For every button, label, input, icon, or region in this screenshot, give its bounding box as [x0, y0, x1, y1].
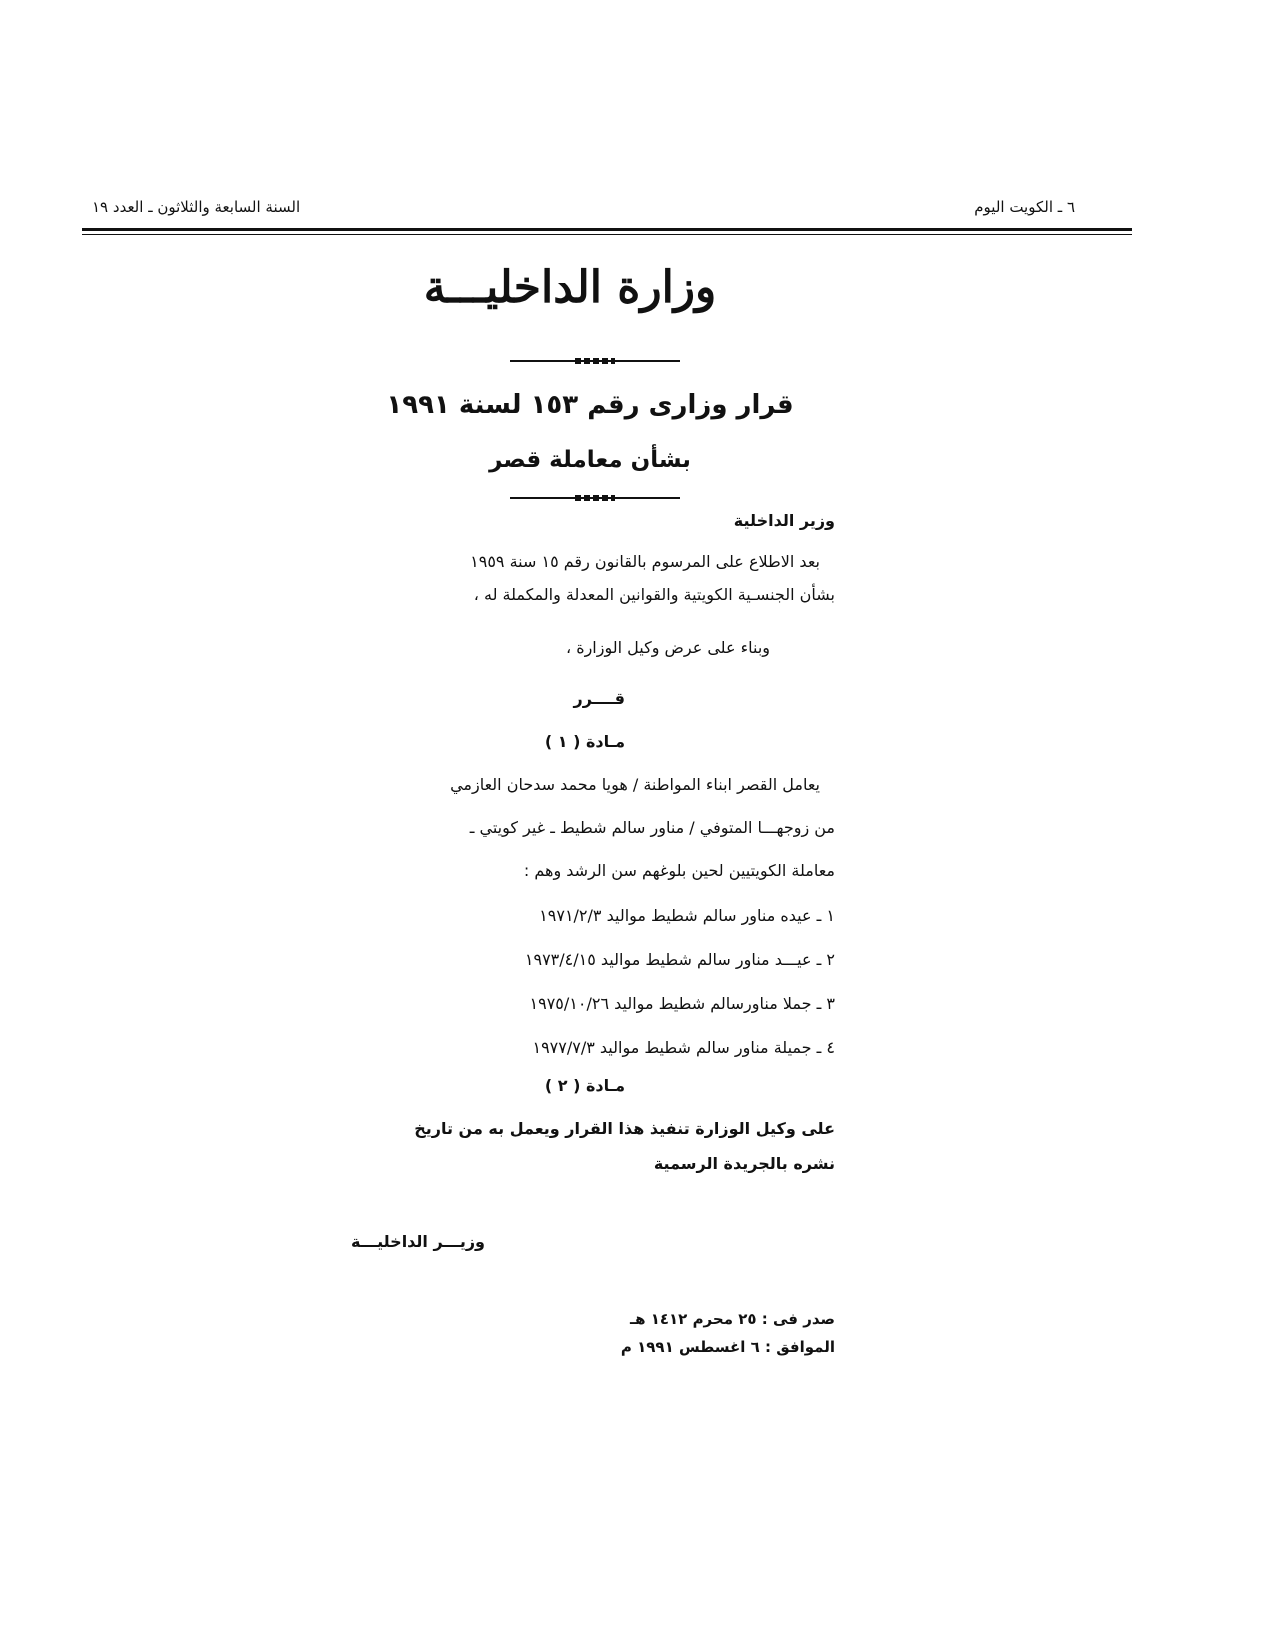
- page-header-issue-info: السنة السابعة والثلاثون ـ العدد ١٩: [92, 198, 301, 216]
- ornament-divider-bottom: [510, 497, 680, 499]
- article-1-line-3: معاملة الكويتيين لحين بلوغهم سن الرشد وهم :: [523, 861, 835, 880]
- article-1-heading: مـادة ( ١ ): [544, 732, 625, 751]
- article-1-line-1: يعامل القصر ابناء المواطنة / هويا محمد سدحان العازمي: [450, 775, 820, 794]
- article-2-line-2: نشره بالجريدة الرسمية: [653, 1154, 835, 1173]
- issued-date: صدر فى : ٢٥ محرم ١٤١٢ هـ: [629, 1310, 835, 1328]
- header-rule-thick: [82, 228, 1132, 231]
- list-item: ٢ ـ عيـــد مناور سالم شطيط مواليد ١٩٧٣/٤/١٥: [524, 950, 835, 969]
- decision-title: قرار وزارى رقم ١٥٣ لسنة ١٩٩١: [386, 390, 794, 420]
- signature-minister: وزيـــر الداخليـــة: [350, 1232, 485, 1251]
- header-rule-thin: [82, 234, 1132, 235]
- preamble-minister: وزير الداخلية: [733, 511, 835, 530]
- preamble-line-3: وبناء على عرض وكيل الوزارة ،: [565, 638, 770, 657]
- preamble-line-2: بشأن الجنسـية الكويتية والقوانين المعدلة والمكملة له ،: [473, 585, 835, 604]
- article-2-line-1: على وكيل الوزارة تنفيذ هذا القرار ويعمل به من تاريخ: [414, 1119, 835, 1138]
- article-2-heading: مـادة ( ٢ ): [544, 1076, 625, 1095]
- list-item: ١ ـ عيده مناور سالم شطيط مواليد ١٩٧١/٢/٣: [539, 906, 835, 925]
- list-item: ٤ ـ جميلة مناور سالم شطيط مواليد ١٩٧٧/٧/٣: [532, 1038, 835, 1057]
- page-header-gazette-name: ٦ ـ الكويت اليوم: [974, 198, 1075, 216]
- decision-subject: بشأن معاملة قصر: [489, 447, 691, 473]
- ornament-divider-top: [510, 360, 680, 362]
- list-item: ٣ ـ جملا مناورسالم شطيط مواليد ١٩٧٥/١٠/٢٦: [529, 994, 835, 1013]
- decides-heading: قــــرر: [573, 689, 625, 708]
- preamble-line-1: بعد الاطلاع على المرسوم بالقانون رقم ١٥ سنة ١٩٥٩: [470, 552, 820, 571]
- article-1-line-2: من زوجهـــا المتوفي / مناور سالم شطيط ـ غير كويتي ـ: [469, 818, 835, 837]
- ministry-title: وزارة الداخليـــة: [423, 262, 717, 313]
- corresponding-date: الموافق : ٦ اغسطس ١٩٩١ م: [620, 1338, 835, 1356]
